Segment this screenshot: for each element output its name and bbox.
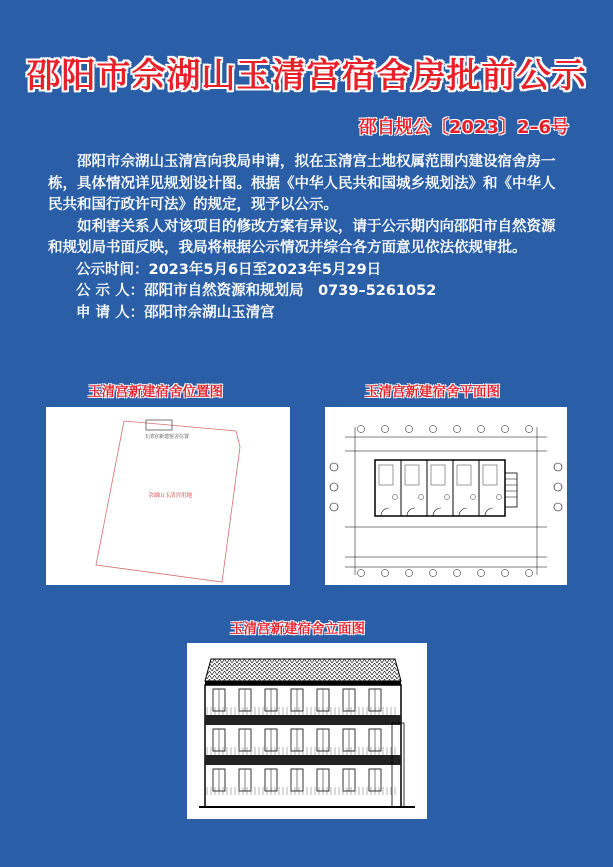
elevation-image: [187, 643, 427, 819]
notice-title: 邵阳市佘湖山玉清宫宿舍房批前公示: [26, 56, 587, 96]
floor-plan-image: [325, 407, 567, 585]
location-map-top-label: 玉清宫新建宿舍位置: [144, 434, 190, 440]
location-map-caption: 玉清宫新建宿舍位置图: [88, 384, 223, 400]
location-map-image: [46, 407, 290, 585]
floor-plan-caption: 玉清宫新建宿舍平面图: [365, 384, 500, 400]
publicity-period: 公示时间：2023年5月6日至2023年5月29日: [76, 261, 382, 278]
paragraph-application: 邵阳市佘湖山玉清宫向我局申请，拟在玉清宫土地权属范围内建设宿舍房一栋，具体情况详见规划设计图。根据《中华人民共和国城乡规划法》和《中华人民共和国行政许可法》的规定，现予以公示。: [48, 154, 556, 213]
notice-body: [48, 152, 568, 324]
applicant-line: 申 请 人：邵阳市佘湖山玉清宫: [76, 304, 275, 321]
location-map-site-label: 佘湖山玉清宫用地: [148, 493, 193, 499]
publisher-line: 公 示 人：邵阳市自然资源和规划局 0739–5261052: [76, 283, 437, 299]
document-number: 邵自规公〔2023〕2–6号: [358, 117, 569, 138]
elevation-caption: 玉清宫新建宿舍立面图: [230, 621, 365, 637]
paragraph-objection: 如利害关系人对该项目的修改方案有异议，请于公示期内向邵阳市自然资源和规划局书面反映，我局将根据公示情况并综合各方面意见依法依规审批。: [48, 218, 556, 256]
